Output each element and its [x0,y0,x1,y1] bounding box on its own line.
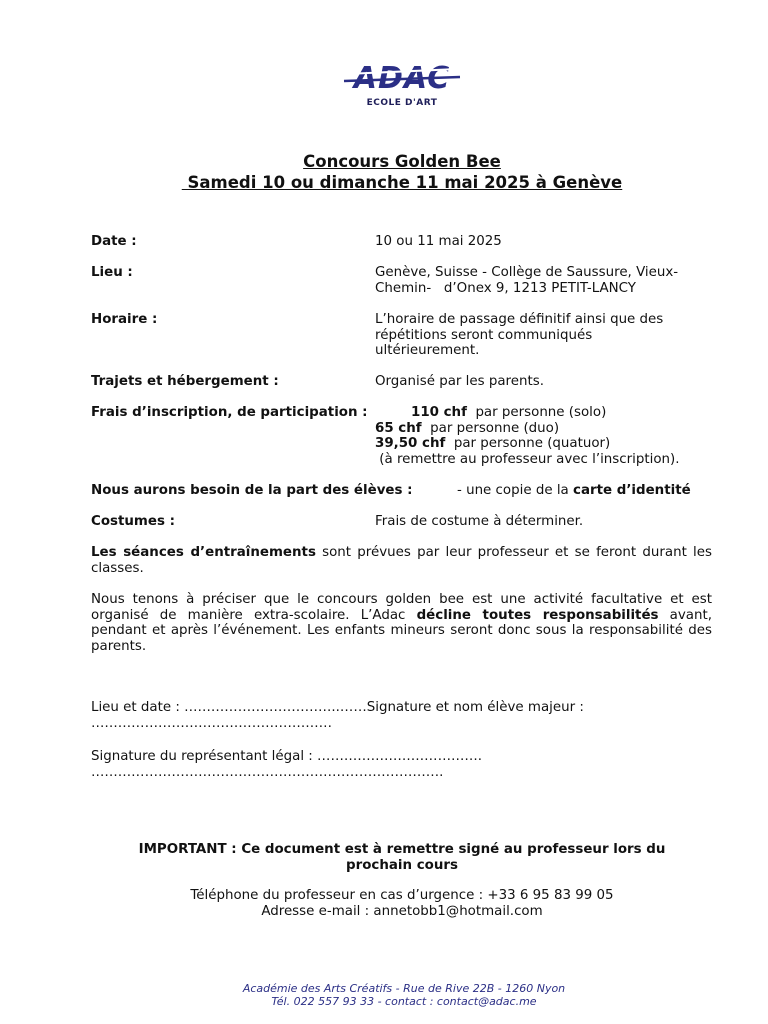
seances-rest: sont prévues par leur professeur et se feront durant les classes. [91,545,712,576]
horaire-value [375,312,663,359]
resp-bold: décline toutes responsabilités [416,607,659,623]
horaire-value-line: L’horaire de passage définitif ainsi que des [375,312,664,327]
date-label: Date : [91,234,137,249]
logo-subtitle: ECOLE D'ART [366,98,438,108]
frais-price-solo: 110 chf [411,405,467,420]
adac-logo [340,60,464,122]
contact-email: Adresse e-mail : annetobb1@hotmail.com [261,903,543,919]
frais-line-solo [411,405,606,420]
frais-desc-solo: par personne (solo) [475,405,607,420]
frais-desc-quatuor: par personne (quatuor) [453,436,611,451]
contact-phone: Téléphone du professeur en cas d’urgence : +33 6 95 83 99 05 [190,888,614,903]
trajets-value: Organisé par les parents. [375,374,544,389]
lieu-label: Lieu : [91,265,133,280]
besoin-label: Nous aurons besoin de la part des élèves : [91,483,413,498]
lieu-value [375,265,678,296]
besoin-value-bold: carte d’identité [573,483,691,498]
signature-representant-line: Signature du représentant légal : ………………………………. [91,749,483,764]
seances-paragraph [91,545,712,576]
frais-note: (à remettre au professeur avec l’inscription). [375,452,680,467]
important-line: prochain cours [346,857,458,873]
besoin-value-prefix: - une copie de la [457,483,574,498]
footer-address: Académie des Arts Créatifs - Rue de Rive 22B - 1260 Nyon [242,982,566,995]
frais-price-quatuor: 39,50 chf [375,436,446,451]
resp-part2: avant, pendant et après l’événement. Les enfants mineurs seront donc sous la responsabilité des parents. [91,607,712,654]
horaire-label: Horaire : [91,312,158,327]
page-footer [84,982,724,1008]
important-notice [84,842,720,873]
frais-line-quatuor [375,436,610,451]
horaire-value-line: répétitions seront communiqués [375,327,593,343]
lieu-value-line: Genève, Suisse - Collège de Saussure, Vieux- [375,265,679,280]
document-title: Concours Golden Bee [303,152,501,171]
costumes-value: Frais de costume à déterminer. [375,514,584,529]
seances-bold: Les séances d’entraînements [91,545,316,560]
frais-price-duo: 65 chf [375,421,422,436]
frais-line-duo [375,421,559,436]
important-line: IMPORTANT : Ce document est à remettre signé au professeur lors du [138,842,666,857]
signature-lieu-date-line: Lieu et date : ……………………………..……Signature et nom élève majeur : [91,700,584,715]
contact-block [84,888,720,919]
lieu-value-line: Chemin- d’Onex 9, 1213 PETIT-LANCY [375,280,636,296]
date-value: 10 ou 11 mai 2025 [375,234,502,249]
footer-contact: Tél. 022 557 93 33 - contact : contact@adac.me [271,995,537,1008]
resp-part1: Nous tenons à préciser que le concours golden bee est une activité facultative et est organisé de manière extra-scolaire. L’Adac [91,592,712,623]
document-subtitle: Samedi 10 ou dimanche 11 mai 2025 à Genève [181,173,623,192]
horaire-value-line: ultérieurement. [375,343,480,358]
responsabilite-paragraph [91,592,712,654]
trajets-label: Trajets et hébergement : [91,374,279,389]
signature-representant-dots: ……………………………………………………………………. [91,765,444,780]
frais-label: Frais d’inscription, de participation : [91,405,368,420]
frais-desc-duo: par personne (duo) [430,421,560,436]
signature-eleve-dots: ……………………………………………… [91,716,333,731]
logo-brand: ADAC [353,61,451,96]
adac-logo-mark [340,60,464,100]
besoin-value [457,483,691,498]
costumes-label: Costumes : [91,514,175,529]
